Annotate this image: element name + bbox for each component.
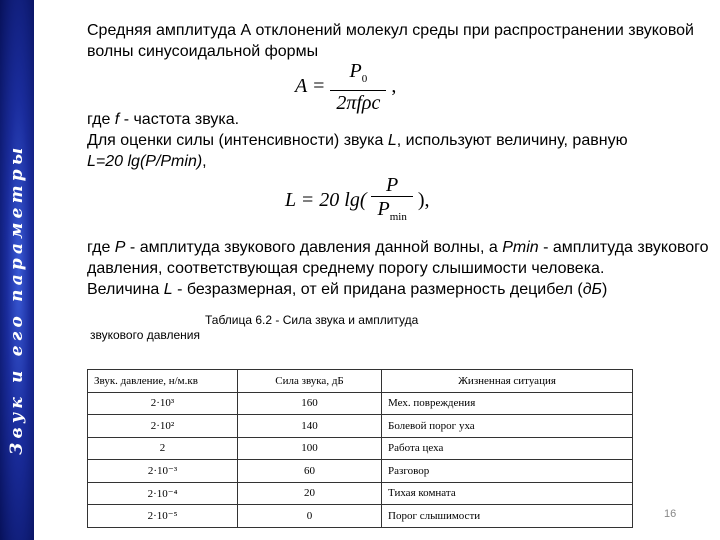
cell-level: 100 [238,437,382,460]
formula2-fraction [371,174,412,229]
cell-pressure: 2·10³ [88,392,238,415]
var-L2: L [163,281,173,298]
cell-level: 140 [238,415,382,438]
table-row [88,392,633,415]
cell-pressure: 2·10⁻⁴ [88,482,238,505]
cell-level: 20 [238,482,382,505]
unit-db: дБ [582,281,602,298]
formula2-tail: ), [417,189,430,212]
sidebar-title-text: Звук и его параметры [7,143,27,455]
var-f: f [114,111,120,128]
cell-situation: Работа цеха [382,437,633,460]
var-Pmin: Pmin [502,239,539,256]
table-header-row [88,370,633,393]
formula1-numerator-sub: 0 [361,73,368,85]
var-P: P [114,239,126,256]
formula1-tail: , [391,75,397,98]
cell-pressure: 2 [88,437,238,460]
paragraph-decibel: Величина L - безразмерная, от ей придана размерность децибел (дБ) [87,281,608,298]
paragraph-intensity: Для оценки силы (интенсивности) звука L, используют величину, равную L=20 lg(P/Pmin), [87,132,628,170]
var-L: L [387,132,397,149]
formula1-fraction [330,60,386,115]
formula2-numerator: P [386,174,399,196]
inline-formula: L=20 lg(P/Pmin) [87,153,203,170]
paragraph-amplitude: Средняя амплитуда А отклонений молекул среды при распространении звуковой волны синусоидальной формы [87,22,694,60]
cell-level: 0 [238,505,382,528]
formula2-lhs: L = 20 lg( [285,189,367,212]
header-pressure: Звук. давление, н/м.кв [88,370,238,393]
page-number: 16 [664,508,677,520]
cell-level: 160 [238,392,382,415]
cell-situation: Порог слышимости [382,505,633,528]
formula1-denominator: 2πfρc [330,90,386,115]
header-situation: Жизненная ситуация [382,370,633,393]
formula-level [285,174,430,229]
header-level: Сила звука, дБ [238,370,382,393]
formula-amplitude [295,60,396,115]
table-caption: Таблица 6.2 - Сила звука и амплитуда звукового давления [90,313,419,342]
cell-situation: Тихая комната [382,482,633,505]
cell-pressure: 2·10⁻³ [88,460,238,483]
cell-level: 60 [238,460,382,483]
formula1-numerator: P [349,60,362,82]
table-row [88,460,633,483]
sidebar-band [0,0,34,540]
paragraph-pressure: где P - амплитуда звукового давления данной волны, а Pmin - амплитуда звукового давления, соответствующая среднему порогу слышимости человека. [87,239,709,277]
cell-situation: Мех. повреждения [382,392,633,415]
formula1-lhs: A = [295,75,326,98]
formula2-denominator-sub: min [389,211,407,223]
sound-table [87,369,633,528]
paragraph-frequency: где f - частота звука. [87,111,240,128]
table-row [88,437,633,460]
cell-pressure: 2·10² [88,415,238,438]
table-row [88,482,633,505]
cell-situation: Разговор [382,460,633,483]
table-row [88,505,633,528]
table-row [88,415,633,438]
cell-situation: Болевой порог уха [382,415,633,438]
cell-pressure: 2·10⁻⁵ [88,505,238,528]
formula2-denominator: P [377,198,390,220]
